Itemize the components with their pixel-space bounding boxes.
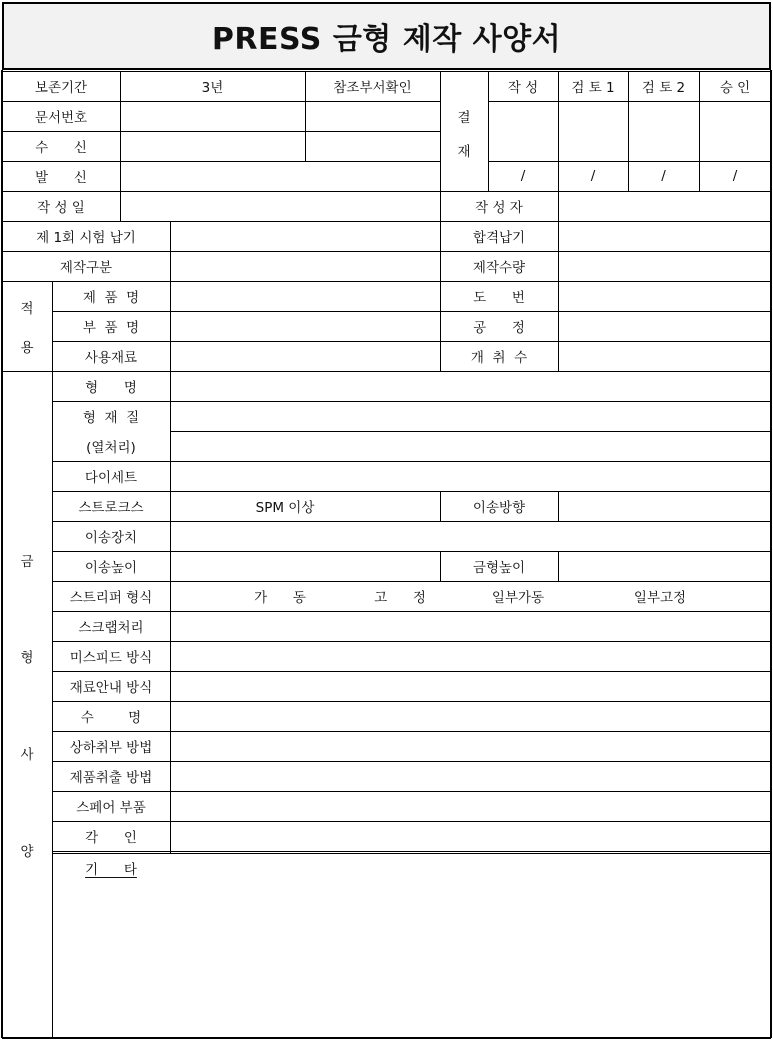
- material-guide-label: 재료안내 방식: [69, 680, 153, 696]
- date-label: 작 성 일: [37, 200, 85, 216]
- drawing-number-label: 도 번: [473, 290, 525, 306]
- first-trial-label: 제 1회 시험 납기: [36, 230, 136, 246]
- mold-side-1: 금: [20, 554, 34, 570]
- apply-side-1: 적: [20, 301, 34, 317]
- heat-treatment-label: (열처리): [86, 440, 136, 456]
- stripper-label: 스트리퍼 형식: [69, 590, 153, 606]
- type-material-label: 형 재 질: [82, 410, 140, 426]
- production-quantity-label: 제작수량: [472, 260, 526, 276]
- production-type-label: 제작구분: [59, 260, 113, 276]
- approval-col-writer: 작 성: [507, 80, 539, 96]
- cavity-label: 개 취 수: [470, 350, 528, 366]
- stroke-value: SPM 이상: [255, 500, 315, 516]
- ejection-method-label: 제품취출 방법: [69, 770, 153, 786]
- etc-label: 기 타: [85, 862, 137, 878]
- stripper-option-partial-fixed: 일부고정: [633, 590, 687, 606]
- approval-slash-writer: /: [520, 168, 526, 184]
- mold-side-2: 형: [20, 650, 34, 666]
- retention-value: 3년: [201, 80, 224, 96]
- stripper-option-partial-movable: 일부가동: [491, 590, 545, 606]
- die-set-label: 다이세트: [84, 470, 138, 486]
- transfer-direction-label: 이송방향: [472, 500, 526, 516]
- type-name-label: 형 명: [85, 380, 137, 396]
- transfer-device-label: 이송장치: [84, 530, 138, 546]
- stripper-option-fixed: 고 정: [374, 590, 426, 606]
- recipient-label: 수 신: [35, 140, 87, 156]
- approval-col-review1: 검 토 1: [571, 80, 615, 96]
- writer-label: 작 성 자: [475, 200, 523, 216]
- scrap-label: 스크랩처리: [78, 620, 144, 636]
- approval-slash-approve: /: [732, 168, 738, 184]
- life-label: 수 명: [80, 710, 142, 726]
- approval-col-approve: 승 인: [719, 80, 751, 96]
- approval-label-2: 재: [457, 144, 471, 160]
- stroke-label: 스트로크스: [78, 500, 144, 516]
- spare-parts-label: 스페어 부품: [76, 800, 146, 816]
- approval-label-1: 결: [457, 110, 471, 126]
- page-title: PRESS 금형 제작 사양서: [211, 22, 562, 57]
- grid-line: [170, 431, 771, 432]
- mold-side-3: 사: [20, 747, 34, 763]
- retention-label: 보존기간: [34, 80, 88, 96]
- pass-delivery-label: 합격납기: [472, 230, 526, 246]
- loading-method-label: 상하취부 방법: [69, 740, 153, 756]
- stamp-label: 각 인: [85, 830, 137, 846]
- apply-side-2: 용: [20, 340, 34, 356]
- grid-line: [2, 1037, 771, 1039]
- approval-slash-review1: /: [590, 168, 596, 184]
- product-name-label: 제 품 명: [82, 290, 140, 306]
- mold-side-4: 양: [20, 844, 34, 860]
- transfer-height-label: 이송높이: [84, 560, 138, 576]
- grid-line: [770, 70, 772, 1038]
- title-bar: [2, 2, 771, 70]
- doc-number-label: 문서번호: [34, 110, 88, 126]
- misfeed-label: 미스피드 방식: [69, 650, 153, 666]
- part-name-label: 부 품 명: [82, 320, 140, 336]
- approval-slash-review2: /: [661, 168, 666, 184]
- ref-dept-label: 참조부서확인: [333, 80, 412, 96]
- sender-label: 발 신: [35, 170, 87, 186]
- approval-col-review2: 검 토 2: [641, 80, 686, 96]
- mold-height-label: 금형높이: [472, 560, 526, 576]
- process-label: 공 정: [473, 320, 525, 336]
- material-label: 사용재료: [84, 350, 138, 366]
- stripper-option-movable: 가 동: [254, 590, 306, 606]
